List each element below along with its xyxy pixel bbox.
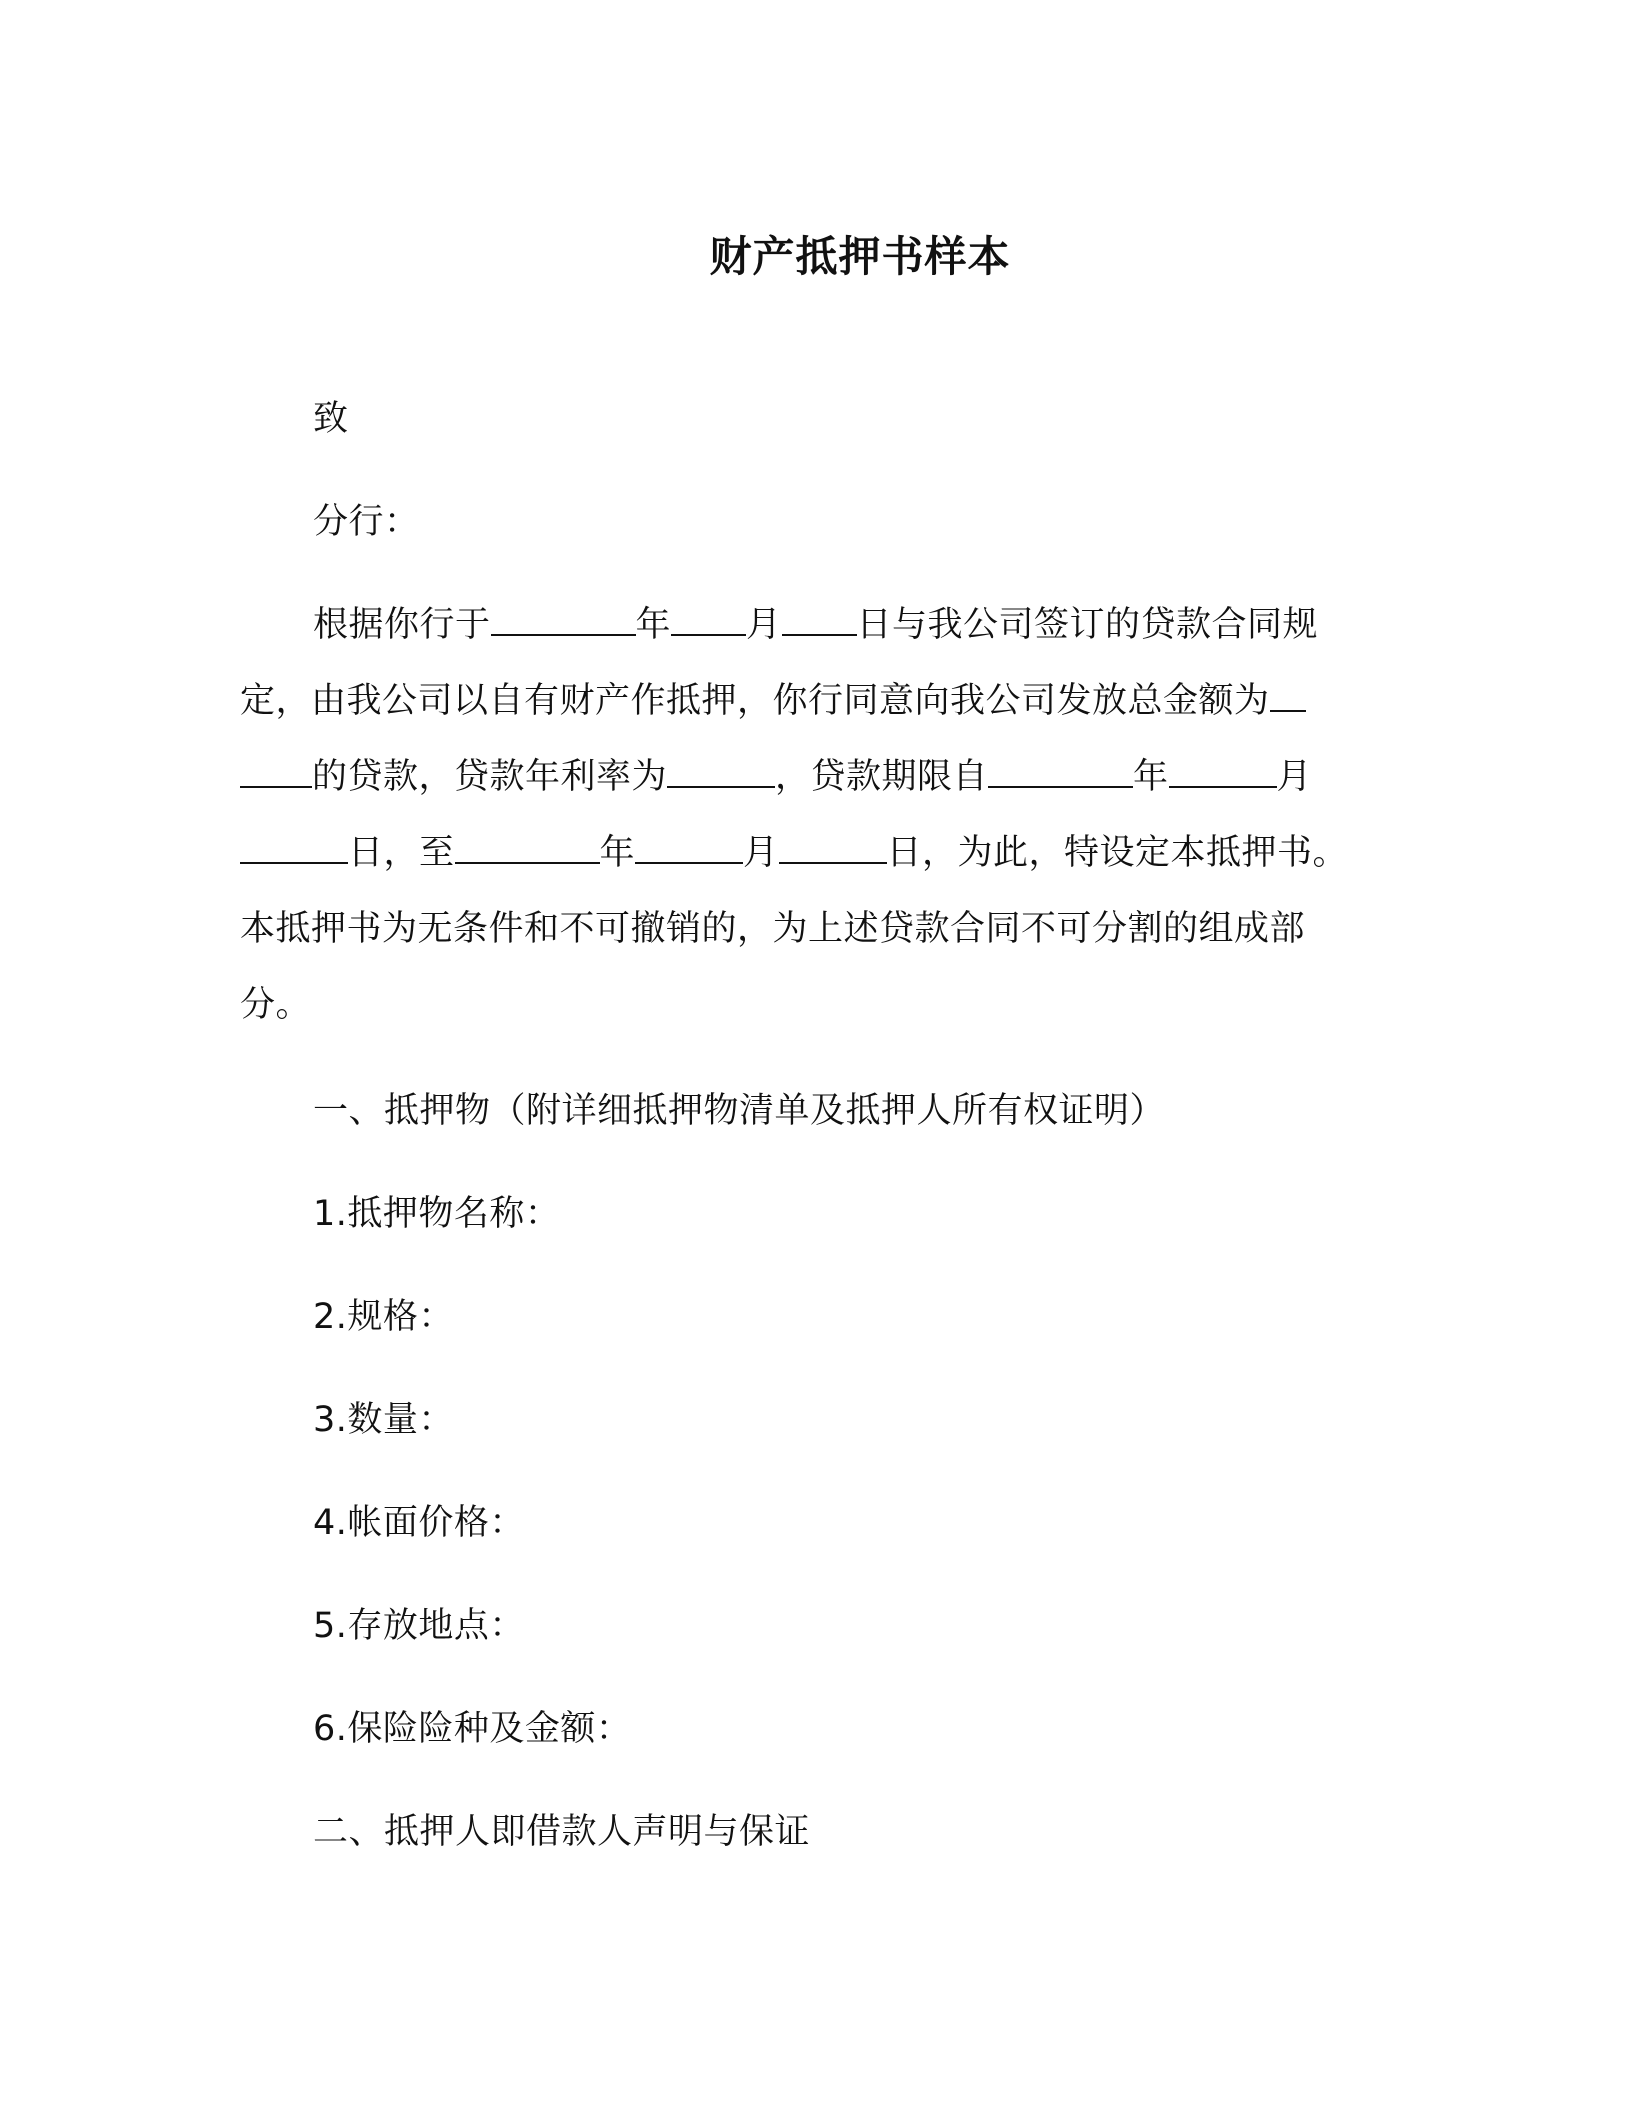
section1-heading: 一、抵押物（附详细抵押物清单及抵押人所有权证明） bbox=[313, 1091, 1166, 1131]
body-line-5: 本抵押书为无条件和不可撤销的，为上述贷款合同不可分割的组成部 bbox=[240, 909, 1306, 949]
fill-blank bbox=[779, 832, 887, 864]
fill-blank bbox=[1270, 680, 1306, 712]
text-segment: 日，至 bbox=[348, 833, 455, 873]
text-segment: 月 bbox=[1276, 757, 1313, 797]
fill-blank bbox=[240, 756, 312, 788]
text-segment: 日与我公司签订的贷款合同规 bbox=[856, 605, 1319, 645]
fill-blank bbox=[455, 832, 600, 864]
text-segment: 日，为此，特设定本抵押书。 bbox=[886, 833, 1349, 873]
body-line-2 bbox=[240, 680, 1306, 722]
section1-item: 6.保险险种及金额： bbox=[313, 1709, 632, 1749]
body-line-3 bbox=[240, 756, 1312, 798]
section1-item: 1.抵押物名称： bbox=[313, 1194, 561, 1234]
fill-blank bbox=[988, 756, 1133, 788]
text-segment: 根据你行于 bbox=[313, 605, 491, 645]
section1-item: 5.存放地点： bbox=[313, 1606, 525, 1646]
text-segment: ，贷款期限自 bbox=[775, 757, 989, 797]
body-line-4 bbox=[240, 832, 1348, 874]
text-segment: 年 bbox=[599, 833, 636, 873]
fill-blank bbox=[491, 604, 636, 636]
body-line-1 bbox=[313, 604, 1318, 646]
text-segment: 月 bbox=[746, 605, 782, 645]
text-segment: 定，由我公司以自有财产作抵押，你行同意向我公司发放总金额为 bbox=[240, 681, 1270, 721]
document-title: 财产抵押书样本 bbox=[709, 232, 1011, 281]
text-segment: 年 bbox=[635, 605, 672, 645]
text-segment: 年 bbox=[1133, 757, 1169, 797]
section1-item: 4.帐面价格： bbox=[313, 1503, 525, 1543]
fill-blank bbox=[667, 756, 775, 788]
section1-item: 2.规格： bbox=[313, 1297, 454, 1337]
section1-item: 3.数量： bbox=[313, 1400, 454, 1440]
fill-blank bbox=[1169, 756, 1277, 788]
text-segment: 月 bbox=[743, 833, 779, 873]
fill-blank bbox=[240, 832, 348, 864]
salutation-to: 致 bbox=[313, 399, 349, 439]
fill-blank bbox=[671, 604, 746, 636]
section2-heading: 二、抵押人即借款人声明与保证 bbox=[313, 1812, 811, 1852]
text-segment: 的贷款，贷款年利率为 bbox=[312, 757, 668, 797]
fill-blank bbox=[782, 604, 857, 636]
body-line-6: 分。 bbox=[240, 985, 312, 1025]
fill-blank bbox=[635, 832, 743, 864]
salutation-branch: 分行： bbox=[313, 502, 420, 542]
